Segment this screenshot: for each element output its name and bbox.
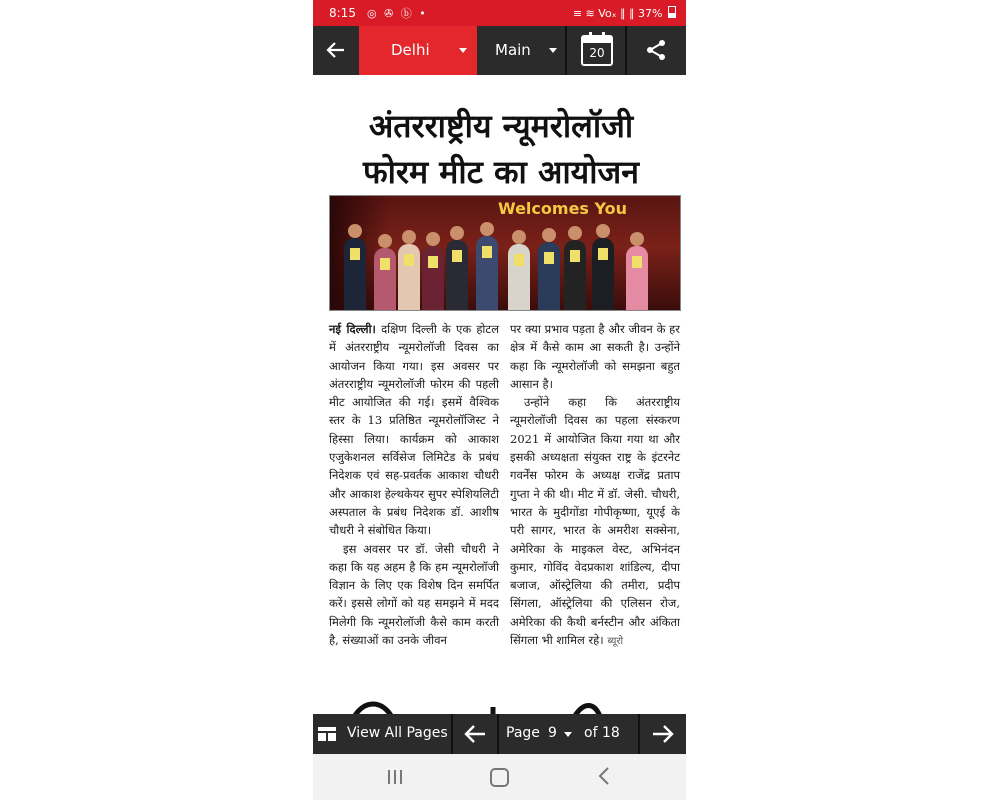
back-button[interactable] — [313, 26, 359, 75]
article-headline — [325, 103, 677, 195]
article-paragraph: इस अवसर पर डॉ. जेसी चौधरी ने कहा कि यह अहम है कि हम न्यूमरोलॉजी विज्ञान के लिए एक विशेष दिन समर्पित करें। इससे लोगों को यह समझने में मदद मिलेगी कि न्यूमरोलॉजी कैसे काम करती है, संख्याओं का उनके जीवन — [329, 541, 499, 648]
battery-percent: 37% — [638, 7, 663, 20]
calendar-icon — [581, 35, 613, 66]
calendar-day: 20 — [589, 46, 605, 60]
view-all-pages-label: View All Pages — [347, 725, 448, 741]
edition-label: Main — [495, 41, 531, 59]
arrow-right-icon — [652, 724, 674, 744]
article-dateline: नई दिल्ली। — [329, 322, 376, 336]
chevron-down-icon — [564, 732, 572, 737]
notification-icons: ◎ ✇ ⓑ • — [367, 7, 428, 20]
article-photo — [329, 195, 681, 311]
arrow-left-icon — [464, 724, 486, 744]
system-navigation-bar — [313, 754, 686, 800]
top-toolbar — [313, 26, 686, 75]
grid-icon — [318, 727, 336, 741]
headline-line-2: फोरम मीट का आयोजन — [362, 153, 640, 191]
page-navigation-bar — [313, 714, 686, 754]
next-page-button[interactable] — [640, 714, 686, 754]
arrow-left-icon — [326, 40, 346, 60]
city-selector[interactable] — [359, 26, 477, 75]
total-pages: of 18 — [584, 725, 620, 741]
photo-banner: Welcomes You — [498, 199, 628, 218]
current-page: 9 — [548, 725, 557, 741]
page-label: Page — [506, 725, 540, 741]
status-time: 8:15 — [329, 6, 356, 20]
previous-page-button[interactable] — [453, 714, 497, 754]
view-all-pages-button[interactable] — [313, 714, 451, 754]
next-headline-partial — [343, 689, 603, 714]
home-icon[interactable] — [490, 768, 509, 787]
city-label: Delhi — [391, 41, 430, 59]
headline-line-1: अंतरराष्ट्रीय न्यूमरोलॉजी — [368, 107, 634, 145]
edition-selector[interactable] — [477, 26, 565, 75]
share-icon — [645, 39, 667, 61]
chevron-down-icon — [549, 48, 557, 53]
status-right — [573, 6, 676, 20]
recent-apps-icon[interactable] — [385, 769, 405, 785]
signal-icons: ≡ ≋ Voₓ ∥ ∥ — [572, 7, 635, 20]
calendar-button[interactable] — [567, 26, 625, 75]
chevron-down-icon — [459, 48, 467, 53]
article-byline: ब्यूरो — [607, 636, 624, 648]
phone-screen — [313, 0, 686, 800]
status-bar — [313, 0, 686, 26]
back-icon[interactable] — [596, 766, 612, 786]
newspaper-page[interactable] — [313, 75, 686, 714]
article-column-2 — [510, 320, 680, 651]
page-selector[interactable] — [499, 714, 638, 754]
article-column-1 — [329, 320, 499, 649]
article-paragraph: पर क्या प्रभाव पड़ता है और जीवन के हर क्षेत्र में कैसे काम आ सकती है। उन्होंने कहा कि न्यूमरोलॉजी को समझना बहुत आसान है। — [510, 322, 680, 391]
article-paragraph: उन्होंने कहा कि अंतरराष्ट्रीय न्यूमरोलॉजी दिवस का पहला संस्करण 2021 में आयोजित किया गया था और इसकी अध्यक्षता संयुक्त राष्ट्र के इंटरनेट गवर्नेंस फोरम के अध्यक्ष राजेंद्र प्रताप गुप्ता ने की थी। मीट में डॉ. जेसी. चौधरी, भारत के मुदीगोंडा गोपीकृष्णा, यूएई के परी सागर, भारत के अमरीश सक्सेना, अमेरिका के माइकल वेस्ट, अभिनंदन कुमार, गोविंद वेदप्रकाश शांडिल्य, दीपा बजाज, ऑस्ट्रेलिया की तमीरा, प्रदीप सिंगला, ऑस्ट्रेलिया की एलिसन रोज, अमेरिका की कैथी बर्नस्टीन और अंकिता सिंगला भी शामिल रहे। ब्यूरो — [510, 395, 680, 648]
share-button[interactable] — [627, 26, 686, 75]
article-paragraph: दक्षिण दिल्ली के एक होटल में अंतरराष्ट्रीय न्यूमरोलॉजी दिवस का आयोजन किया गया। इस अवसर पर अंतरराष्ट्रीय न्यूमरोलॉजी फोरम की पहली मीट आयोजित की गई। इसमें वैश्विक स्तर के 13 प्रतिष्ठित न्यूमरोलॉजिस्ट ने हिस्सा लिया। कार्यक्रम को आकाश एजुकेशनल सर्विसेज लिमिटेड के प्रबंध निदेशक एवं सह-प्रवर्तक आकाश चौधरी और आकाश हेल्थकेयर सुपर स्पेशियलिटी अस्पताल के प्रबंध निदेशक डॉ. आशीष चौधरी ने संबोधित किया। — [329, 322, 499, 538]
battery-icon — [668, 6, 676, 18]
